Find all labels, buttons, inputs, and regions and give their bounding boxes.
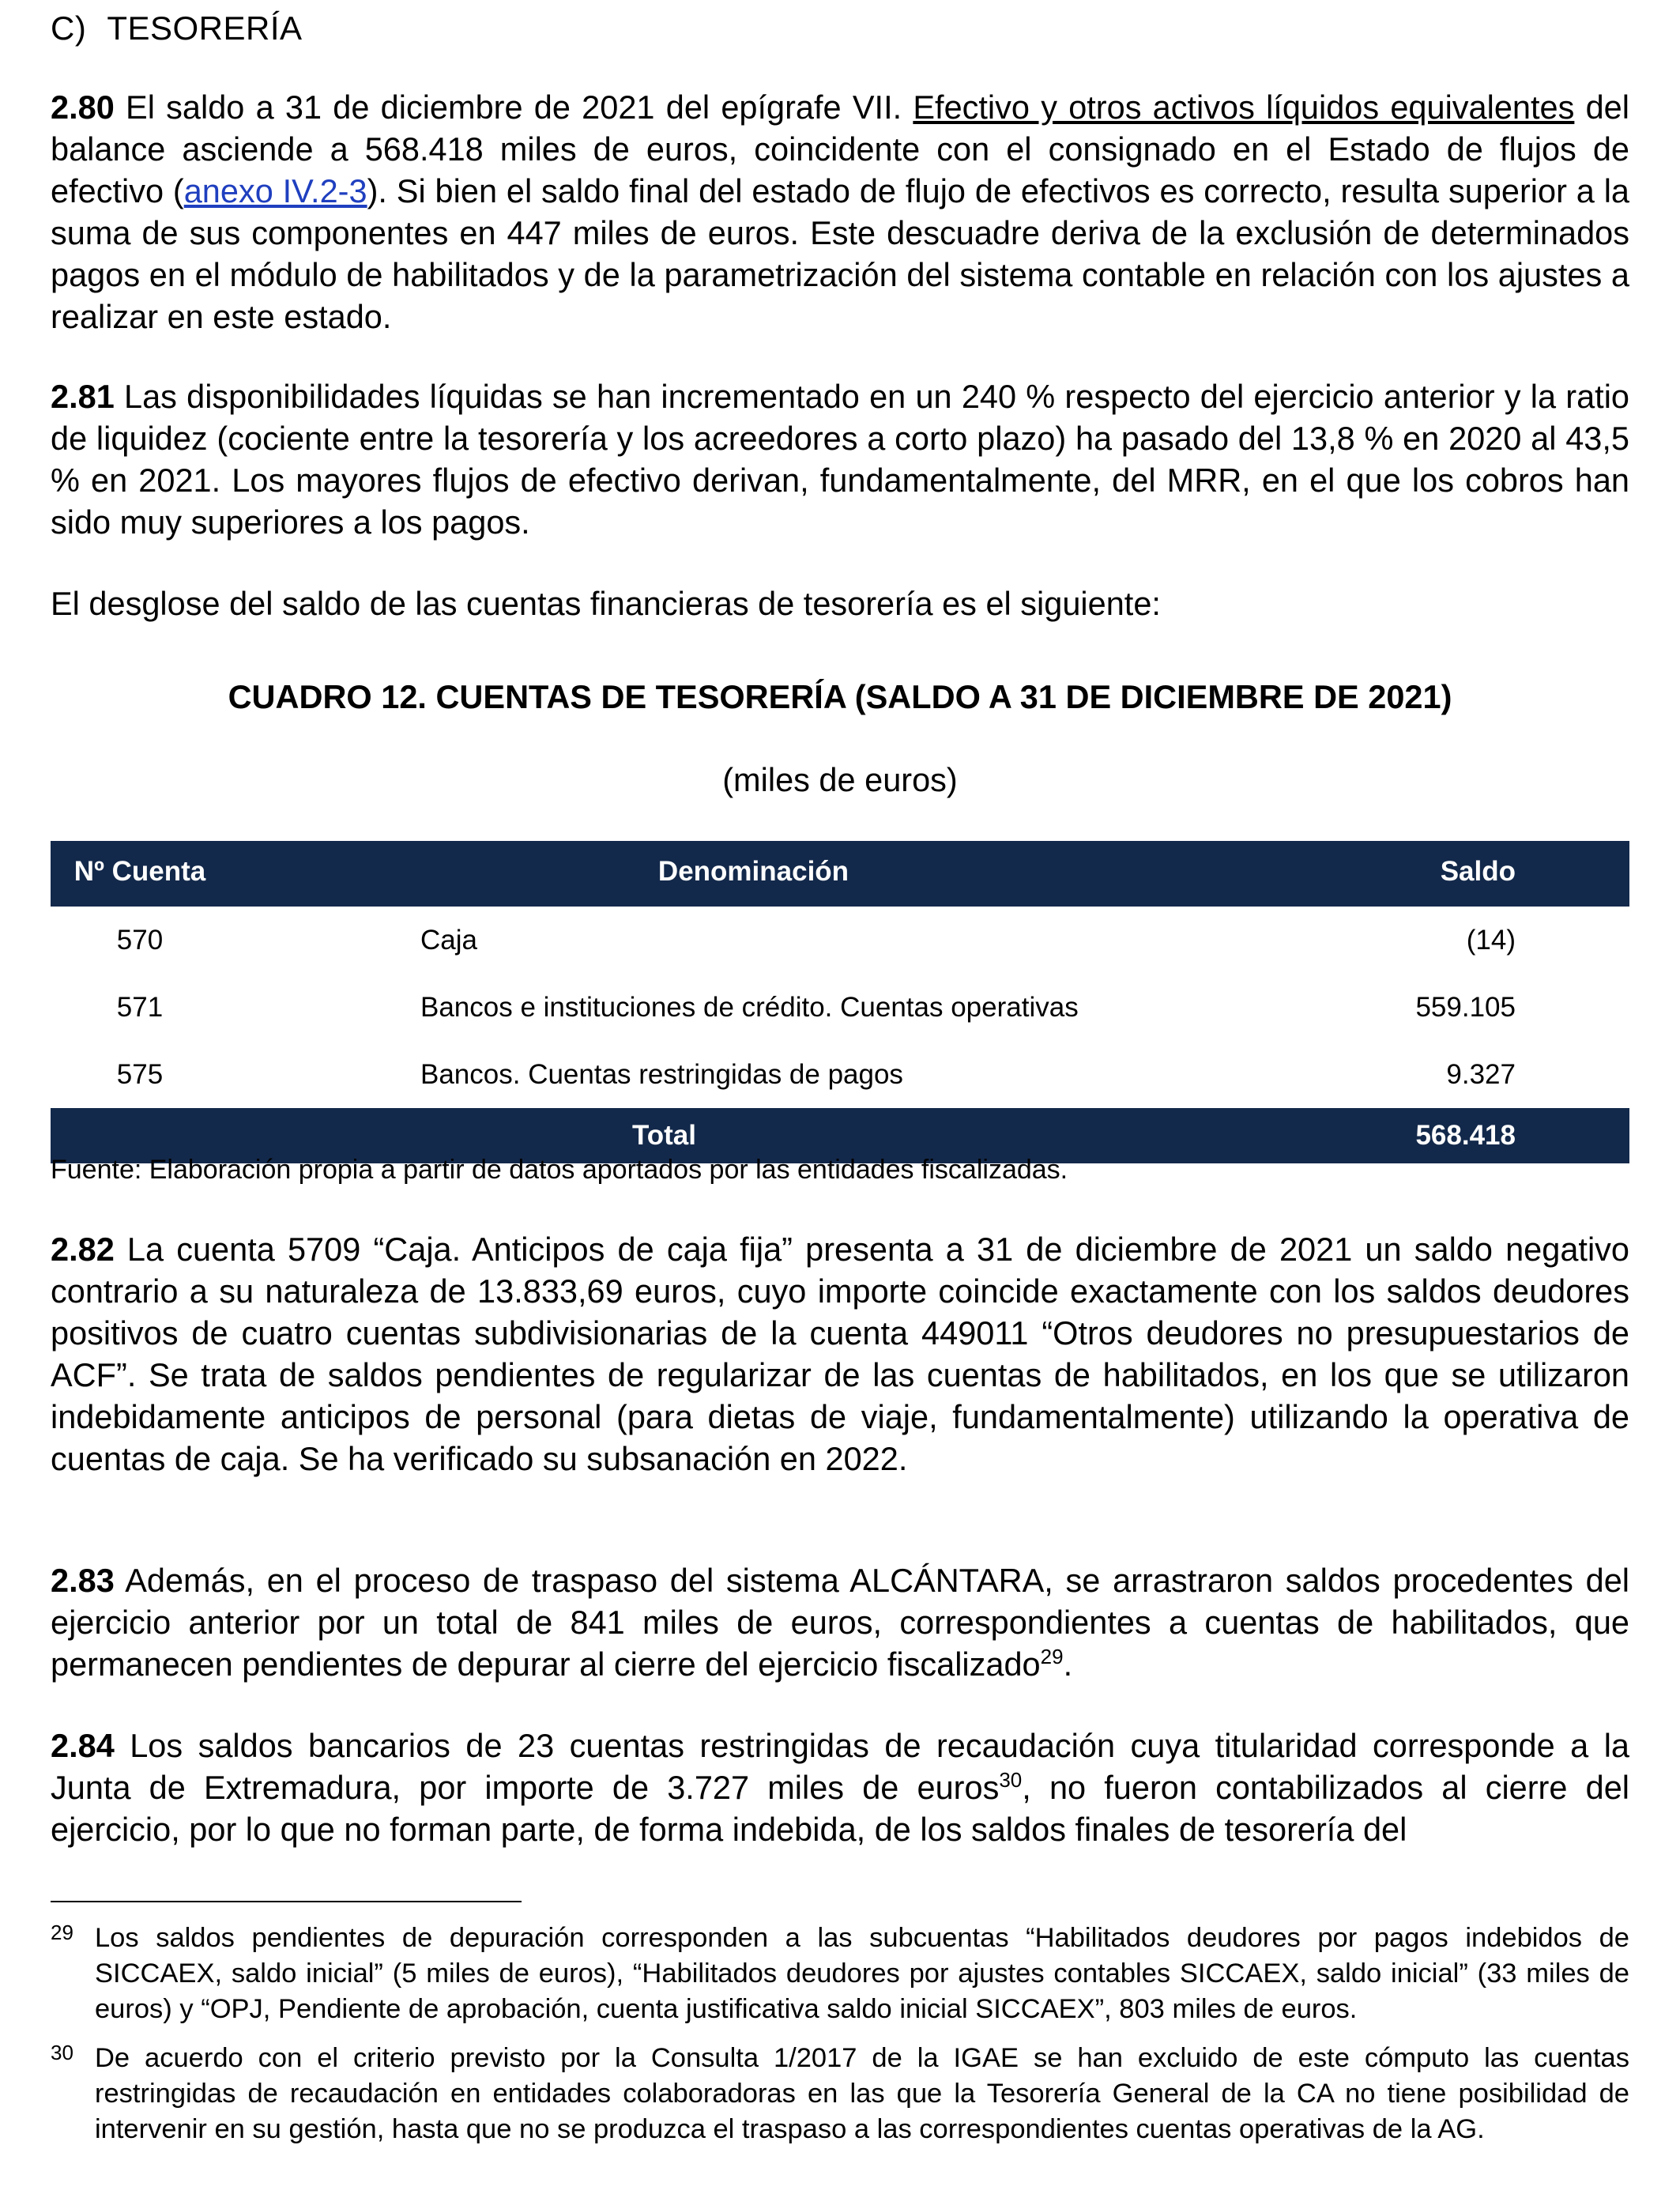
footnote-text: Los saldos pendientes de depuración corresponden a las subcuentas “Habilitados deudores por pagos indebidos de SICCAEX, saldo inicial” (5 miles de euros), “Habilitados deudores por ajustes contables SICCAEX, saldo inicial” (33 miles de euros) y “OPJ, Pendiente de aprobación, cuenta justificativa saldo inicial SICCAEX”, 803 miles de euros. <box>95 1923 1629 2024</box>
table-title: CUADRO 12. CUENTAS DE TESORERÍA (SALDO A 31 DE DICIEMBRE DE 2021) <box>228 678 1452 715</box>
account-balance: 9.327 <box>1446 1058 1516 1090</box>
paragraph-number: 2.80 <box>51 89 115 126</box>
section-heading <box>51 9 303 47</box>
account-number: 575 <box>116 1058 164 1090</box>
paragraph-text: La cuenta 5709 “Caja. Anticipos de caja fija” presenta a 31 de diciembre de 2021 un saldo negativo contrario a su naturaleza de 13.833,69 euros, cuyo importe coincide exactamente con los saldos deudores positivos de cuatro cuentas subdivisionarias de la cuenta 449011 “Otros deudores no presupuestarios de ACF”. Se trata de saldos pendientes de regularizar de las cuentas de habilitados, en los que se utilizaron indebidamente anticipos de personal (para dietas de viaje, fundamentalmente) utilizando la operativa de cuentas de caja. Se ha verificado su subsanación en 2022. <box>51 1231 1629 1477</box>
header-denomination: Denominación <box>229 841 1278 905</box>
table-intro: El desglose del saldo de las cuentas financieras de tesorería es el siguiente: <box>51 585 1161 622</box>
paragraph-2-83 <box>51 1559 1629 1685</box>
paragraph-2-80 <box>51 86 1629 337</box>
paragraph-2-84 <box>51 1725 1629 1850</box>
paragraph-number: 2.84 <box>51 1727 115 1764</box>
section-letter: C) <box>51 9 87 47</box>
paragraph-2-81 <box>51 375 1629 543</box>
paragraph-text: ). Si bien el saldo final del estado de flujo de efectivos es correcto, resulta superior a la suma de sus componentes en 447 miles de euros. Este descuadre deriva de la exclusión de determinados pagos en el módulo de habilitados y de la parametrización del sistema contable en relación con los ajustes a realizar en este estado. <box>51 172 1630 335</box>
account-balance: (14) <box>1466 924 1516 956</box>
account-denomination: Bancos. Cuentas restringidas de pagos <box>420 1058 903 1090</box>
total-balance: 568.418 <box>1278 1108 1629 1163</box>
treasury-accounts-table <box>51 841 1629 1163</box>
footnote-reference[interactable]: 30 <box>999 1768 1023 1793</box>
table-row <box>51 1041 1629 1108</box>
account-denomination: Caja <box>420 924 477 956</box>
paragraph-text: . <box>1063 1646 1073 1683</box>
account-denomination: Bancos e instituciones de crédito. Cuentas operativas <box>420 991 1079 1023</box>
section-title: TESORERÍA <box>107 9 303 47</box>
footnote-number: 29 <box>51 1921 73 1944</box>
footnote-30 <box>51 2041 1629 2147</box>
table-row <box>51 974 1629 1041</box>
paragraph-text: Los saldos bancarios de 23 cuentas restringidas de recaudación cuya titularidad corresponde a la Junta de Extremadura, por importe de 3.727 miles de euros <box>51 1727 1629 1806</box>
underlined-term: Efectivo y otros activos líquidos equivalentes <box>913 89 1575 126</box>
paragraph-text: Además, en el proceso de traspaso del sistema ALCÁNTARA, se arrastraron saldos procedentes del ejercicio anterior por un total de 841 miles de euros, correspondientes a cuentas de habilitados, que permanecen pendientes de depurar al cierre del ejercicio fiscalizado <box>51 1562 1629 1683</box>
table-header-row <box>51 841 1629 905</box>
paragraph-number: 2.82 <box>51 1231 115 1268</box>
header-balance: Saldo <box>1278 841 1629 905</box>
header-account-number: Nº Cuenta <box>51 841 229 905</box>
paragraph-text: Las disponibilidades líquidas se han incrementado en un 240 % respecto del ejercicio anterior y la ratio de liquidez (cociente entre la tesorería y los acreedores a corto plazo) ha pasado del 13,8 % en 2020 al 43,5 % en 2021. Los mayores flujos de efectivo derivan, fundamentalmente, del MRR, en el que los cobros han sido muy superiores a los pagos. <box>51 378 1629 541</box>
annex-link[interactable]: anexo IV.2-3 <box>183 172 367 209</box>
table-row <box>51 905 1629 974</box>
paragraph-text: del balance asciende a 568.418 miles de euros, coincidente con el consignado en el Estado de flujos de efectivo ( <box>51 89 1629 209</box>
paragraph-text: El saldo a 31 de diciembre de 2021 del epígrafe VII. <box>114 89 913 126</box>
footnote-29 <box>51 1921 1629 2027</box>
paragraph-2-82 <box>51 1228 1629 1480</box>
account-balance: 559.105 <box>1415 991 1516 1023</box>
paragraph-number: 2.81 <box>51 378 115 415</box>
table-subtitle: (miles de euros) <box>722 761 958 798</box>
paragraph-text: , no fueron contabilizados al cierre del ejercicio, por lo que no forman parte, de forma indebida, de los saldos finales de tesorería del <box>51 1769 1629 1848</box>
total-label: Total <box>51 1108 1278 1163</box>
paragraph-number: 2.83 <box>51 1562 115 1599</box>
footnote-number: 30 <box>51 2041 73 2064</box>
footnote-text: De acuerdo con el criterio previsto por la Consulta 1/2017 de la IGAE se han excluido de este cómputo las cuentas restringidas de recaudación en entidades colaboradoras en las que la Tesorería General de la CA no tiene posibilidad de intervenir en su gestión, hasta que no se produzca el traspaso a las correspondientes cuentas operativas de la AG. <box>95 2043 1629 2144</box>
account-number: 570 <box>116 924 164 956</box>
table-source: Fuente: Elaboración propia a partir de datos aportados por las entidades fiscalizadas. <box>51 1155 1068 1185</box>
account-number: 571 <box>116 991 164 1023</box>
footnote-reference[interactable]: 29 <box>1040 1645 1064 1669</box>
footnote-divider <box>51 1901 522 1902</box>
